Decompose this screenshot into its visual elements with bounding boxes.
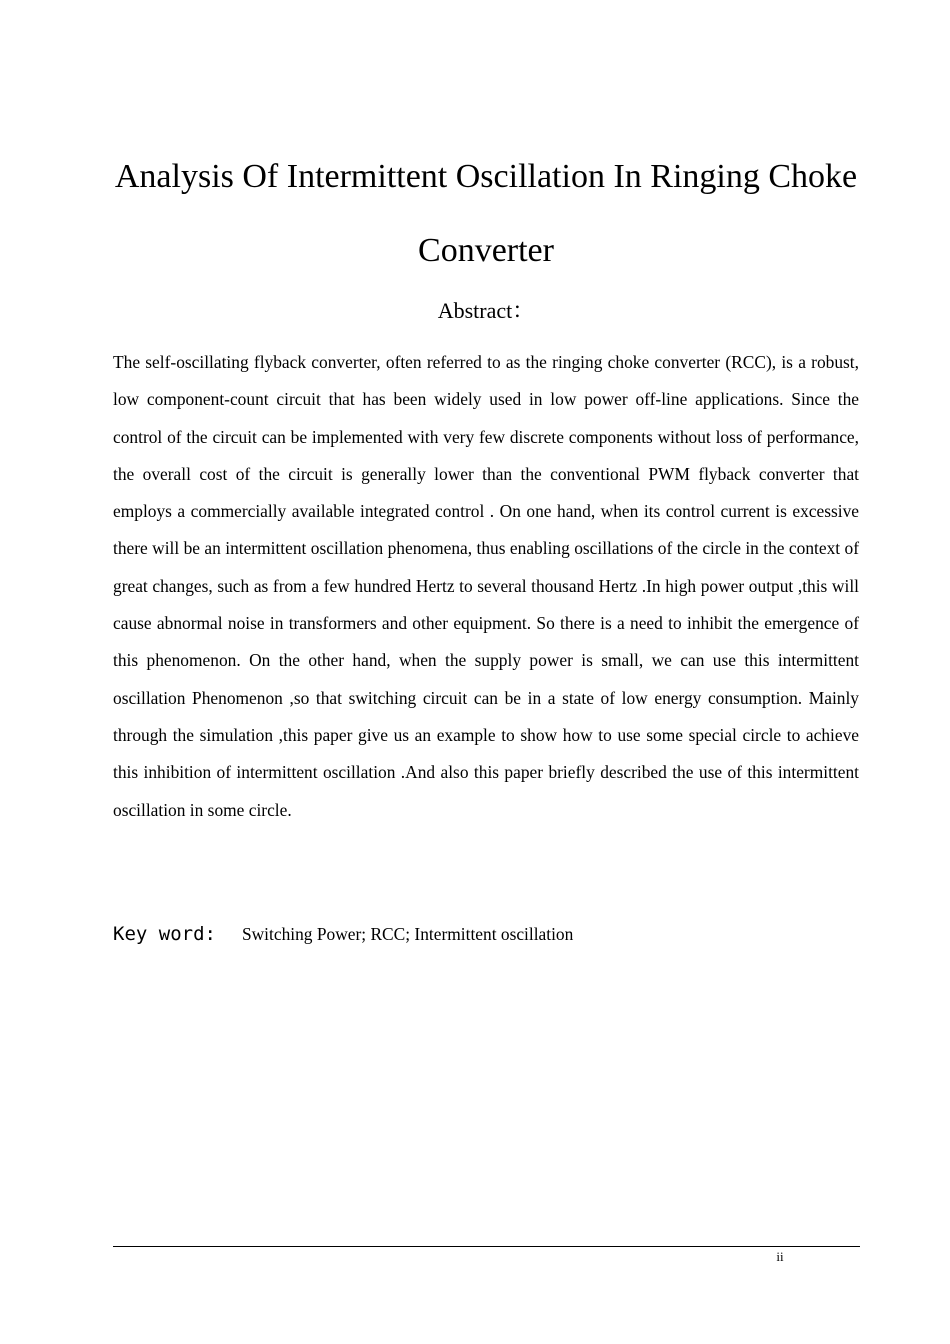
keywords-line <box>113 918 859 952</box>
keywords-values: Switching Power; RCC; Intermittent oscillation <box>241 924 574 944</box>
abstract-body: The self-oscillating flyback converter, often referred to as the ringing choke converter (RCC), is a robust, low component-count circuit that has been widely used in low power off-line applications. Since the control of the circuit can be implemented with very few discrete components without loss of performance, the overall cost of the circuit is generally lower than the conventional PWM flyback converter that employs a commercially available integrated control . On one hand, when its control current is excessive there will be an intermittent oscillation phenomena, thus enabling oscillations of the circle in the context of great changes, such as from a few hundred Hertz to several thousand Hertz .In high power output ,this will cause abnormal noise in transformers and other equipment. So there is a need to inhibit the emergence of this phenomenon. On the other hand, when the supply power is small, we can use this intermittent oscillation Phenomenon ,so that switching circuit can be in a state of low energy consumption. Mainly through the simulation ,this paper give us an example to show how to use some special circle to achieve this inhibition of intermittent oscillation .And also this paper briefly described the use of this intermittent oscillation in some circle. <box>113 352 859 820</box>
page-number: ii <box>776 1249 784 1264</box>
keywords-label: Key word: <box>113 923 216 945</box>
abstract-heading: Abstract： <box>437 298 535 323</box>
footer-divider <box>113 1246 860 1247</box>
paper-title: Analysis Of Intermittent Oscillation In Ringing Choke Converter <box>114 158 858 269</box>
